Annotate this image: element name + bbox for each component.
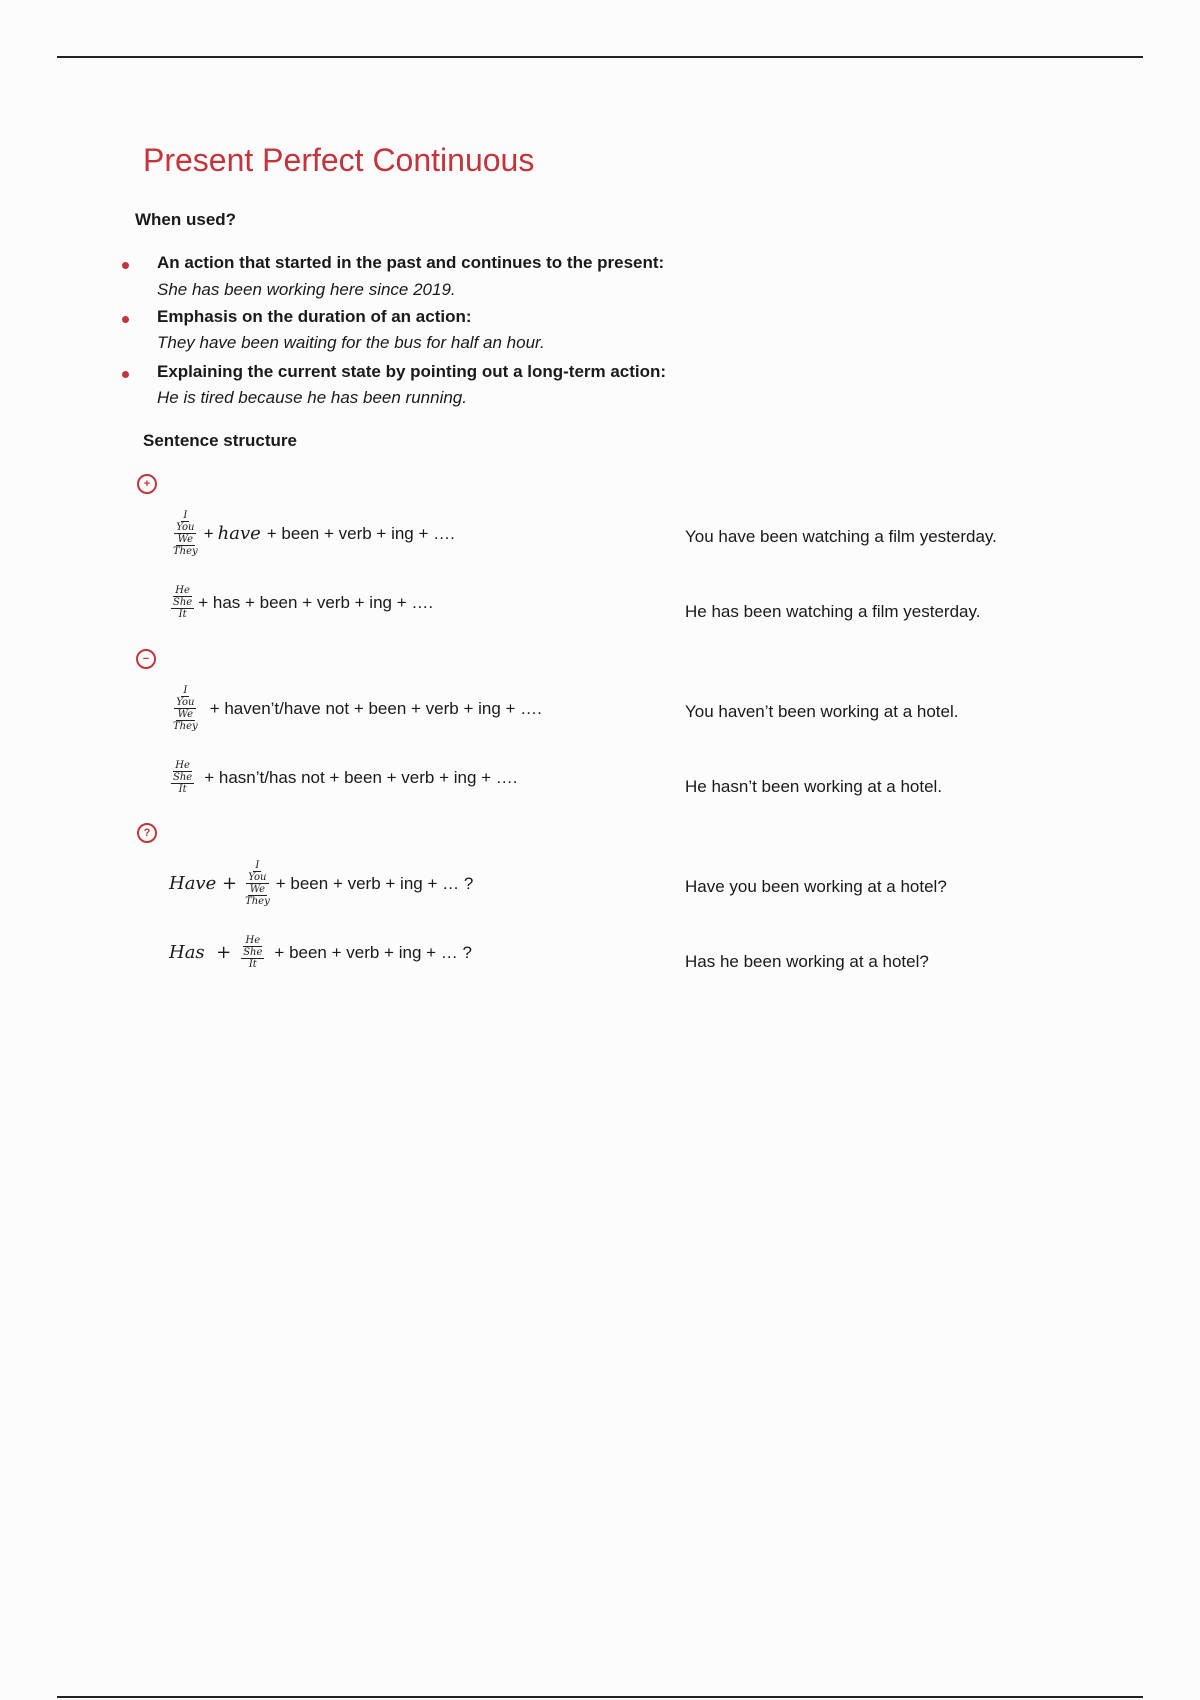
question-formula-plural: Have + I You We They + been + verb + ing + … ? (169, 860, 474, 907)
example-sentence: Have you been working at a hotel? (685, 877, 947, 896)
pronoun-stack: He She It (173, 760, 193, 795)
bottom-rule (57, 1696, 1143, 1698)
bullet-icon (122, 262, 129, 269)
usage-example: They have been waiting for the bus for half an hour. (157, 333, 545, 352)
example-sentence: He hasn’t been working at a hotel. (685, 777, 943, 796)
pronoun-stack: I You We They (245, 860, 270, 907)
question-circle-icon: ? (137, 823, 157, 843)
top-rule (57, 56, 1143, 58)
usage-example: She has been working here since 2019. (157, 280, 456, 299)
pronoun-stack: I You We They (173, 685, 198, 732)
bullet-icon (122, 316, 129, 323)
example-sentence: You have been watching a film yesterday. (685, 527, 997, 546)
bullet-icon (122, 371, 129, 378)
pronoun-stack: I You We They (173, 510, 198, 557)
usage-rule: Explaining the current state by pointing out a long-term action: (157, 362, 667, 381)
positive-formula-plural: I You We They + have + been + verb + ing + …. (173, 510, 455, 557)
usage-rule: An action that started in the past and continues to the present: (157, 253, 665, 272)
pronoun-stack: He She It (243, 935, 263, 970)
positive-formula-singular: He She It + has + been + verb + ing + …. (173, 585, 434, 620)
usage-rule: Emphasis on the duration of an action: (157, 307, 472, 326)
example-sentence: Has he been working at a hotel? (685, 952, 929, 971)
usage-example: He is tired because he has been running. (157, 388, 467, 407)
minus-circle-icon: − (136, 649, 156, 669)
pronoun-stack: He She It (173, 585, 193, 620)
sentence-structure-heading: Sentence structure (143, 431, 297, 450)
question-formula-singular: Has + He She It + been + verb + ing + … ? (169, 935, 472, 970)
negative-formula-plural: I You We They + haven’t/have not + been + verb + ing + …. (173, 685, 542, 732)
example-sentence: You haven’t been working at a hotel. (685, 702, 959, 721)
page-title: Present Perfect Continuous (143, 142, 535, 178)
when-used-heading: When used? (135, 210, 237, 229)
plus-circle-icon: + (137, 474, 157, 494)
negative-formula-singular: He She It + hasn’t/has not + been + verb + ing + …. (173, 760, 518, 795)
example-sentence: He has been watching a film yesterday. (685, 602, 981, 621)
